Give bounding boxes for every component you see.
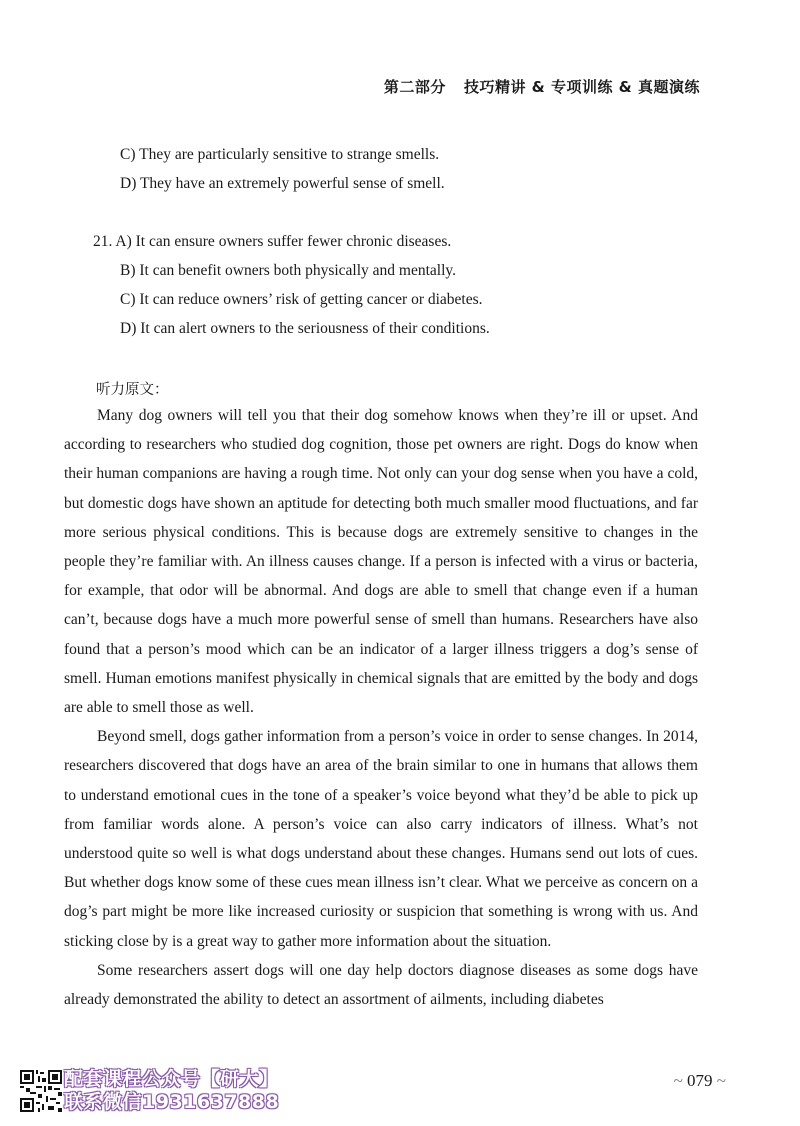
header-title: 技巧精讲 & 专项训练 & 真题演练 xyxy=(463,78,700,96)
option-d-prev: D) They have an extremely powerful sense of smell. xyxy=(120,175,445,192)
transcript-paragraph: Some researchers assert dogs will one day help doctors diagnose diseases as some dogs have already demonstrated the ability to detect an assortment of ailments, including diabetes xyxy=(64,961,698,1009)
transcript-paragraph: Beyond smell, dogs gather information from a person’s voice in order to sense changes. In 2014, researchers discovered that dogs have an area of the brain similar to one in humans that allows them to understand emotional cues in the tone of a speaker’s voice beyond what they’d be able to pick up from familiar words alone. A person’s voice can also carry indicators of illness. What’s not understood quite so well is what dogs understand about these changes. Humans send out lots of cues. But whether dogs know some of these cues mean illness isn’t clear. What we perceive as concern on a dog’s part might be more like increased curiosity or suspicion that something is wrong with us. And sticking close by is a great way to gather more information about the situation. xyxy=(64,728,698,950)
page-number: ~ 079 ~ xyxy=(673,1071,726,1090)
question-21-option-a xyxy=(93,233,451,251)
footer-promo xyxy=(64,1068,279,1114)
promo-line-1: 配套课程公众号【研大】 xyxy=(64,1068,279,1090)
question-number: 21. xyxy=(93,233,113,250)
promo-line-2: 联系微信1931637888 xyxy=(64,1091,280,1113)
question-21-option-d: D) It can alert owners to the seriousness of their conditions. xyxy=(120,320,490,337)
transcript-text xyxy=(64,401,698,1014)
header-part: 第二部分 xyxy=(383,78,446,96)
transcript-paragraph: Many dog owners will tell you that their dog somehow knows when they’re ill or upset. And according to researchers who studied dog cognition, those pet owners are right. Dogs do know when their human companions are having a rough time. Not only can your dog sense when you have a cold, but domestic dogs have shown an aptitude for detecting both much smaller mood fluctuations, and far more serious physical conditions. This is because dogs are extremely sensitive to changes in the people they’re familiar with. An illness causes change. If a person is infected with a virus or bacteria, for example, that odor will be abnormal. And dogs are able to smell that change even if a human can’t, because dogs have a much more powerful sense of smell than humans. Researchers have also found that a person’s mood which can be an indicator of a larger illness triggers a dog’s sense of smell. Human emotions manifest physically in chemical signals that are emitted by the body and dogs are able to smell those as well. xyxy=(64,407,698,717)
page-header xyxy=(384,76,700,97)
question-21-option-c: C) It can reduce owners’ risk of getting cancer or diabetes. xyxy=(120,291,483,308)
question-21-option-b: B) It can benefit owners both physically and mentally. xyxy=(120,262,457,279)
page-number-value: 079 xyxy=(687,1071,713,1090)
transcript-label: 听力原文： xyxy=(96,382,169,398)
option-text: A) It can ensure owners suffer fewer chronic diseases. xyxy=(115,233,452,250)
option-c-prev: C) They are particularly sensitive to strange smells. xyxy=(120,146,440,163)
qr-code-icon xyxy=(20,1070,62,1112)
